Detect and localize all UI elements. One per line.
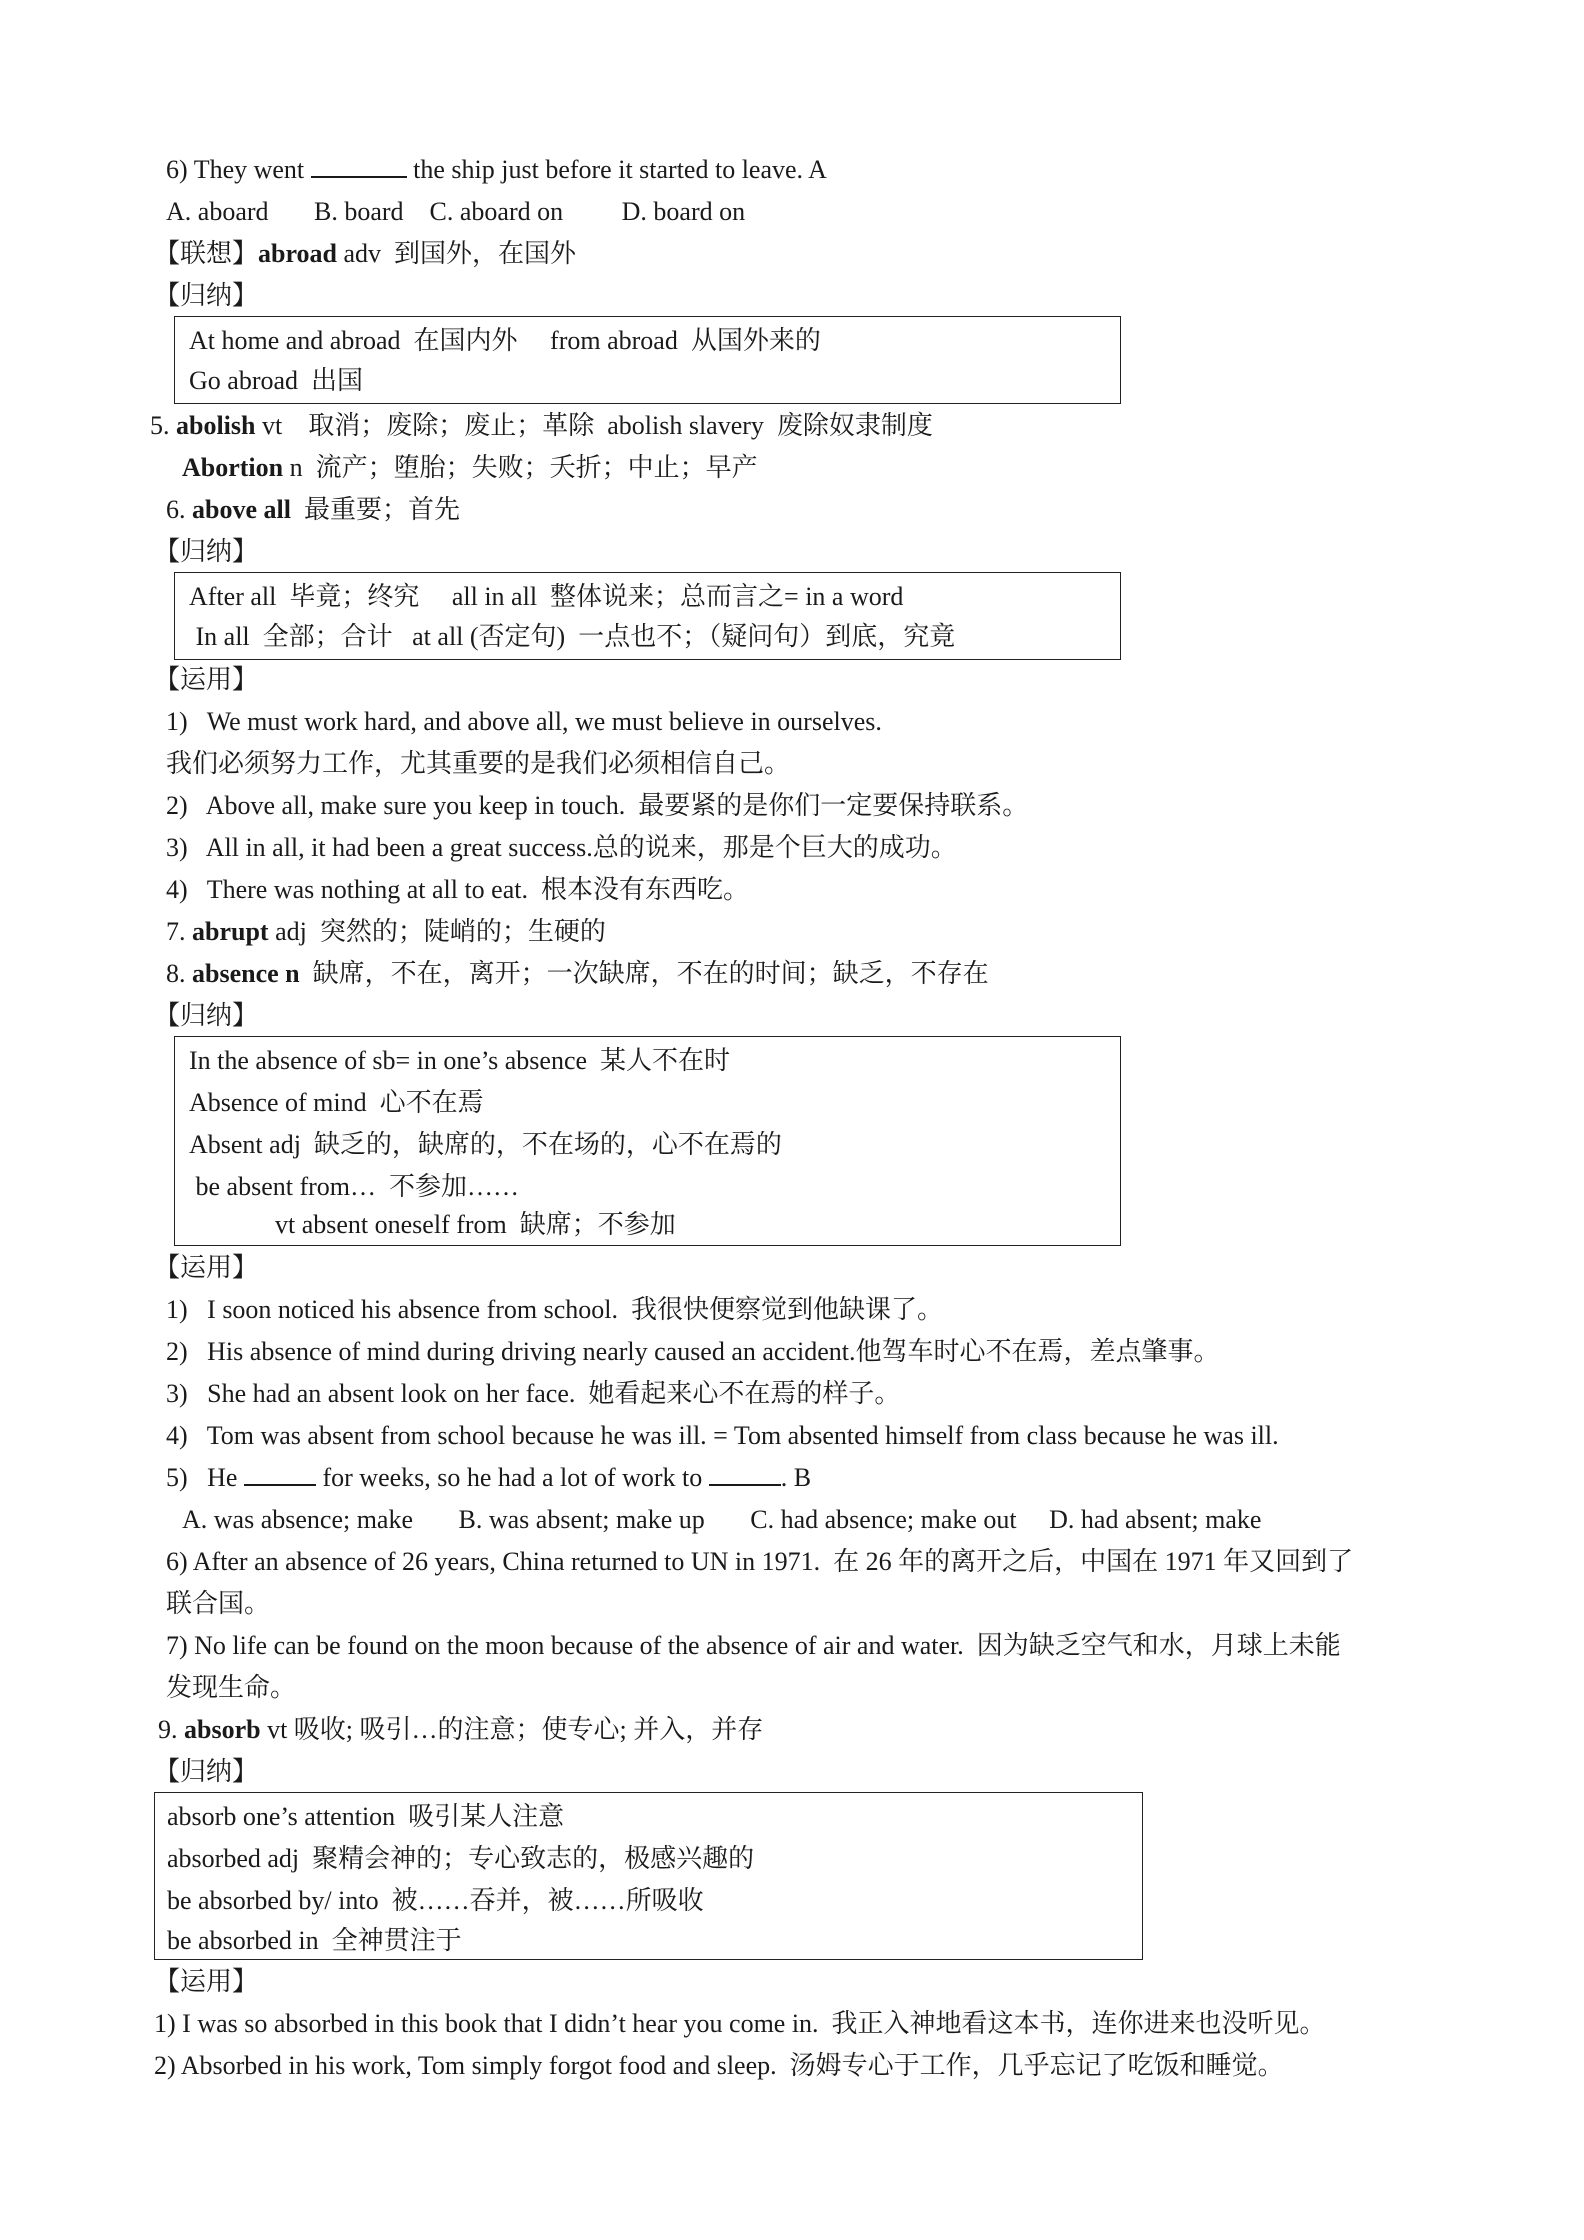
summary-line: Absent adj 缺乏的，缺席的，不在场的，心不在焉的 bbox=[189, 1130, 782, 1159]
entry-number: 5. bbox=[150, 411, 176, 440]
exercise-question bbox=[166, 1462, 811, 1494]
question-text: 6) They went bbox=[166, 155, 311, 184]
headword: Abortion bbox=[182, 453, 284, 482]
section-tag: 【联想】 bbox=[154, 239, 259, 268]
example-sentence: 2) His absence of mind during driving nearly caused an accident.他驾车时心不在焉，差点肇事。 bbox=[166, 1337, 1220, 1366]
example-sentence: 4) There was nothing at all to eat. 根本没有东西吃。 bbox=[166, 875, 749, 904]
headword: above all bbox=[192, 495, 291, 524]
question-text: . B bbox=[780, 1463, 812, 1492]
example-sentence: 1) We must work hard, and above all, we must believe in ourselves. bbox=[166, 707, 882, 736]
example-sentence: 1) I was so absorbed in this book that I didn’t hear you come in. 我正入神地看这本书，连你进来也没听见。 bbox=[154, 2009, 1326, 2038]
example-sentence: 3) All in all, it had been a great success.总的说来，那是个巨大的成功。 bbox=[166, 833, 957, 862]
entry-absence bbox=[166, 958, 989, 990]
definition: adj 突然的；陡峭的；生硬的 bbox=[268, 917, 606, 946]
question-text: for weeks, so he had a lot of work to bbox=[315, 1463, 709, 1492]
entry-absorb bbox=[158, 1714, 763, 1746]
entry-above-all bbox=[166, 494, 460, 526]
summary-tag: 【归纳】 bbox=[154, 537, 259, 566]
summary-line: Absence of mind 心不在焉 bbox=[189, 1088, 484, 1117]
example-sentence: 2) Absorbed in his work, Tom simply forgot food and sleep. 汤姆专心于工作，几乎忘记了吃饭和睡觉。 bbox=[154, 2051, 1284, 2080]
summary-tag: 【归纳】 bbox=[154, 1757, 259, 1786]
entry-number: 9. bbox=[158, 1715, 184, 1744]
headword: abrupt bbox=[192, 917, 269, 946]
headword: absence n bbox=[192, 959, 300, 988]
question-6 bbox=[166, 154, 827, 186]
summary-line: After all 毕竟；终究 all in all 整体说来；总而言之= in a word bbox=[189, 582, 904, 611]
answer-blank bbox=[709, 1462, 781, 1486]
summary-line: vt absent oneself from 缺席；不参加 bbox=[275, 1210, 676, 1239]
definition: 缺席，不在，离开；一次缺席，不在的时间；缺乏，不存在 bbox=[299, 959, 989, 988]
entry-abortion bbox=[182, 452, 758, 484]
summary-line: be absorbed by/ into 被……吞并，被……所吸收 bbox=[167, 1886, 704, 1915]
example-sentence: 6) After an absence of 26 years, China returned to UN in 1971. 在 26 年的离开之后，中国在 1971 年又回到了 bbox=[166, 1547, 1354, 1576]
usage-tag: 【运用】 bbox=[154, 665, 259, 694]
example-sentence: 3) She had an absent look on her face. 她看起来心不在焉的样子。 bbox=[166, 1379, 901, 1408]
definition: vt 吸收; 吸引…的注意；使专心; 并入，并存 bbox=[260, 1715, 764, 1744]
definition: n 流产；堕胎；失败；夭折；中止；早产 bbox=[283, 453, 758, 482]
entry-abolish bbox=[150, 410, 933, 442]
usage-tag: 【运用】 bbox=[154, 1253, 259, 1282]
definition: 最重要；首先 bbox=[290, 495, 460, 524]
question-text: the ship just before it started to leave. A bbox=[406, 155, 827, 184]
entry-abrupt bbox=[166, 916, 606, 948]
summary-box bbox=[174, 316, 1121, 404]
entry-number: 7. bbox=[166, 917, 192, 946]
summary-line: At home and abroad 在国内外 from abroad 从国外来的 bbox=[189, 326, 821, 355]
question-text: 5) He bbox=[166, 1463, 244, 1492]
example-sentence: 2) Above all, make sure you keep in touch. 最要紧的是你们一定要保持联系。 bbox=[166, 791, 1029, 820]
entry-number: 6. bbox=[166, 495, 192, 524]
example-sentence: 7) No life can be found on the moon because of the absence of air and water. 因为缺乏空气和水，月球上未能 bbox=[166, 1631, 1341, 1660]
summary-line: be absorbed in 全神贯注于 bbox=[167, 1926, 462, 1955]
summary-tag: 【归纳】 bbox=[154, 281, 259, 310]
example-sentence: 1) I soon noticed his absence from school. 我很快便察觉到他缺课了。 bbox=[166, 1295, 944, 1324]
summary-line: absorbed adj 聚精会神的；专心致志的，极感兴趣的 bbox=[167, 1844, 755, 1873]
example-sentence-continued: 联合国。 bbox=[166, 1589, 271, 1618]
entry-number: 8. bbox=[166, 959, 192, 988]
summary-line: be absent from… 不参加…… bbox=[189, 1172, 520, 1201]
definition: vt 取消；废除；废止；革除 abolish slavery 废除奴隶制度 bbox=[255, 411, 933, 440]
summary-box bbox=[174, 572, 1121, 660]
association-line bbox=[154, 238, 576, 270]
headword: abroad bbox=[258, 239, 338, 268]
headword: abolish bbox=[176, 411, 256, 440]
summary-line: Go abroad 出国 bbox=[189, 366, 364, 395]
definition: adv 到国外，在国外 bbox=[337, 239, 577, 268]
summary-box bbox=[154, 1792, 1143, 1960]
example-sentence: 4) Tom was absent from school because he was ill. = Tom absented himself from class because he was ill. bbox=[166, 1421, 1279, 1450]
answer-blank bbox=[244, 1462, 316, 1486]
headword: absorb bbox=[184, 1715, 261, 1744]
usage-tag: 【运用】 bbox=[154, 1967, 259, 1996]
exercise-options: A. was absence; make B. was absent; make up C. had absence; make out D. had absent; make bbox=[182, 1505, 1262, 1534]
summary-line: In the absence of sb= in one’s absence 某人不在时 bbox=[189, 1046, 731, 1075]
summary-tag: 【归纳】 bbox=[154, 1001, 259, 1030]
summary-box bbox=[174, 1036, 1121, 1246]
answer-blank bbox=[311, 154, 407, 178]
summary-line: absorb one’s attention 吸引某人注意 bbox=[167, 1802, 565, 1831]
example-sentence-continued: 发现生命。 bbox=[166, 1673, 297, 1702]
question-6-options: A. aboard B. board C. aboard on D. board on bbox=[166, 197, 746, 226]
summary-line: In all 全部；合计 at all (否定句) 一点也不；（疑问句）到底，究竟 bbox=[189, 622, 956, 651]
example-translation: 我们必须努力工作，尤其重要的是我们必须相信自己。 bbox=[166, 749, 791, 778]
